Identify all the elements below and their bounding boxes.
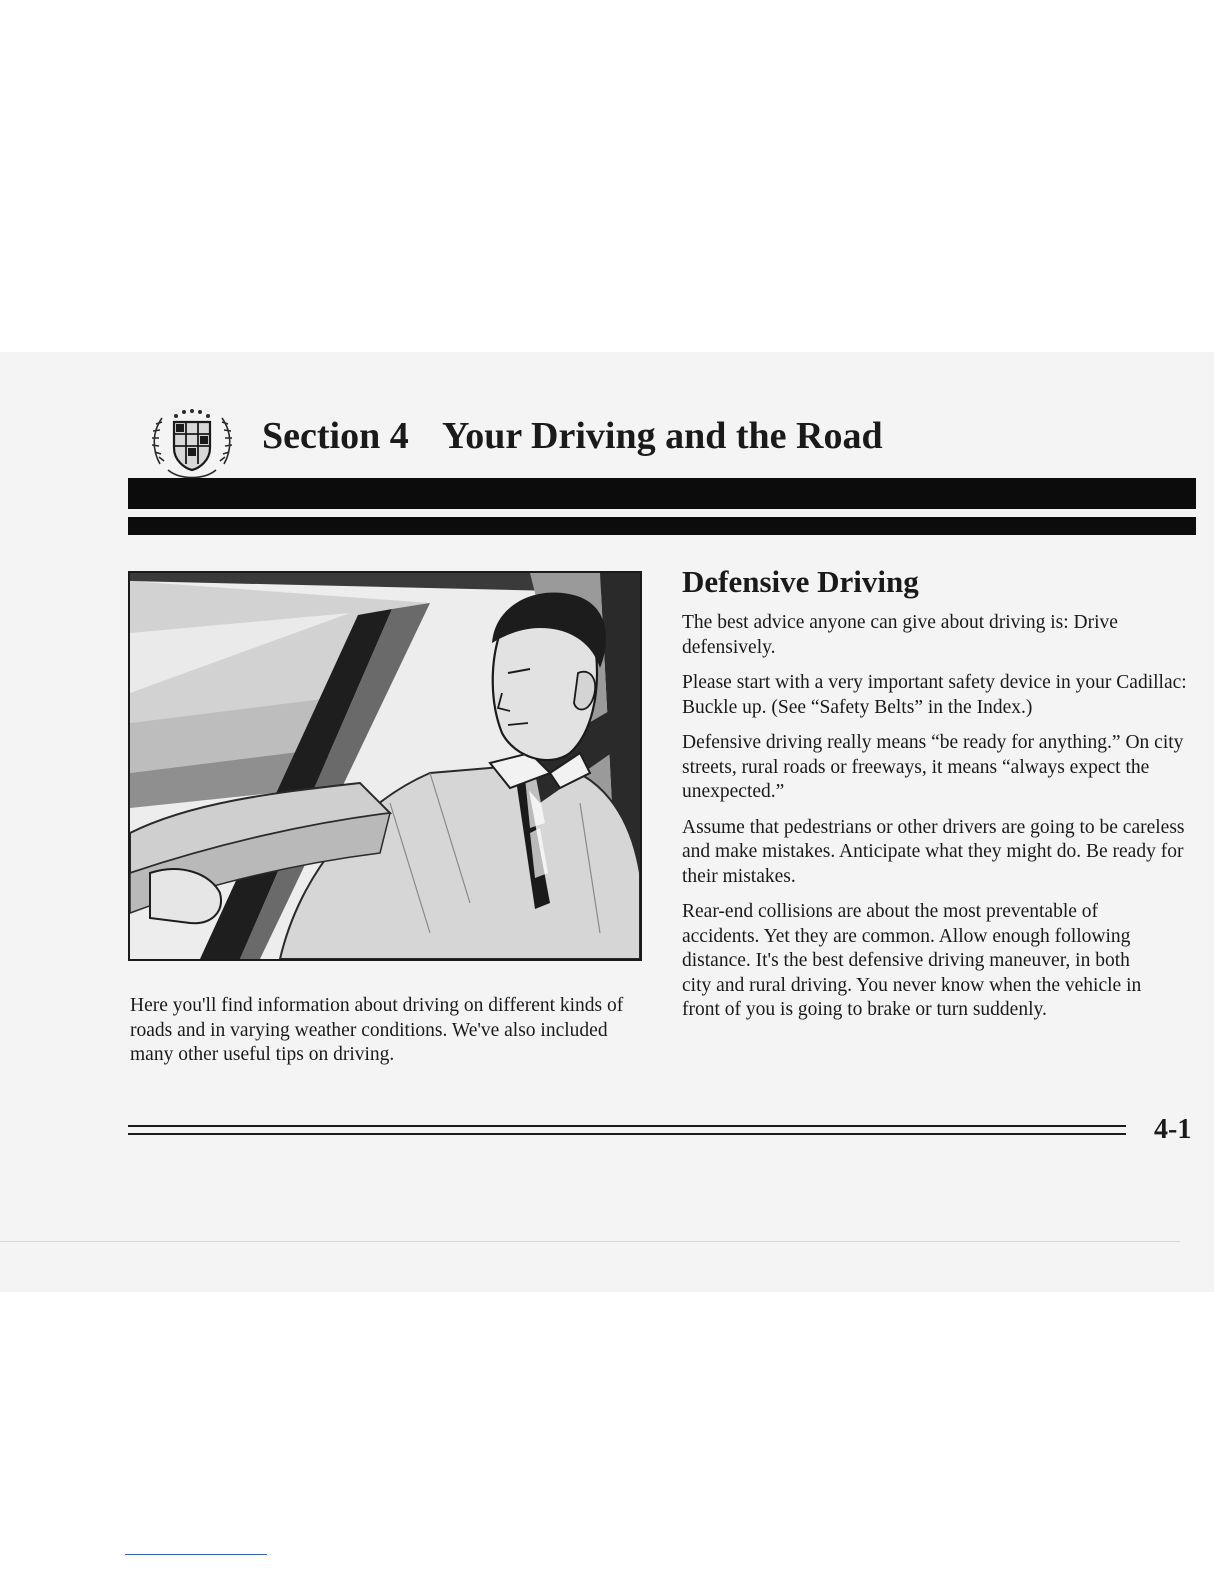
footer-rule-upper: [128, 1125, 1126, 1127]
paragraph-rear-end-collisions: Rear-end collisions are about the most preventable of accidents. Yet they are common. Allow enough following distance. It's the best defensive driving maneuver, in both city and rural driving. You never know when the vehicle in front of you is going to brake or turn suddenly.: [682, 901, 1142, 1020]
paragraph-buckle-up: Please start with a very important safety device in your Cadillac: Buckle up. (See “Safety Belts” in the Index.): [682, 672, 1187, 718]
paragraph-be-ready: Defensive driving really means “be ready for anything.” On city streets, rural roads or freeways, it means “always expect the unexpected.”: [682, 732, 1184, 802]
cadillac-crest-icon: [146, 398, 238, 490]
footer-rule-lower: [128, 1133, 1126, 1135]
article-heading: Defensive Driving: [682, 564, 919, 599]
footer-link-underline: [125, 1554, 267, 1555]
scan-edge-line: [0, 1241, 1180, 1242]
header-rule-thick: [128, 478, 1196, 509]
section-title: Your Driving and the Road: [442, 415, 883, 457]
page-number: 4-1: [1154, 1114, 1192, 1145]
defensive-driving-article: [682, 563, 1196, 1034]
driver-wearing-safety-belt-illustration: [128, 571, 642, 961]
header-rule-thin: [128, 517, 1196, 535]
chapter-introduction: Here you'll find information about driving on different kinds of roads and in varying weather conditions. We've also included many other useful tips on driving.: [130, 995, 624, 1065]
section-number: Section 4: [262, 415, 409, 457]
paragraph-anticipate-mistakes: Assume that pedestrians or other drivers are going to be careless and make mistakes. Anticipate what they might do. Be ready for their mistakes.: [682, 816, 1185, 887]
paragraph-drive-defensively: The best advice anyone can give about driving is: Drive defensively.: [682, 612, 1118, 658]
